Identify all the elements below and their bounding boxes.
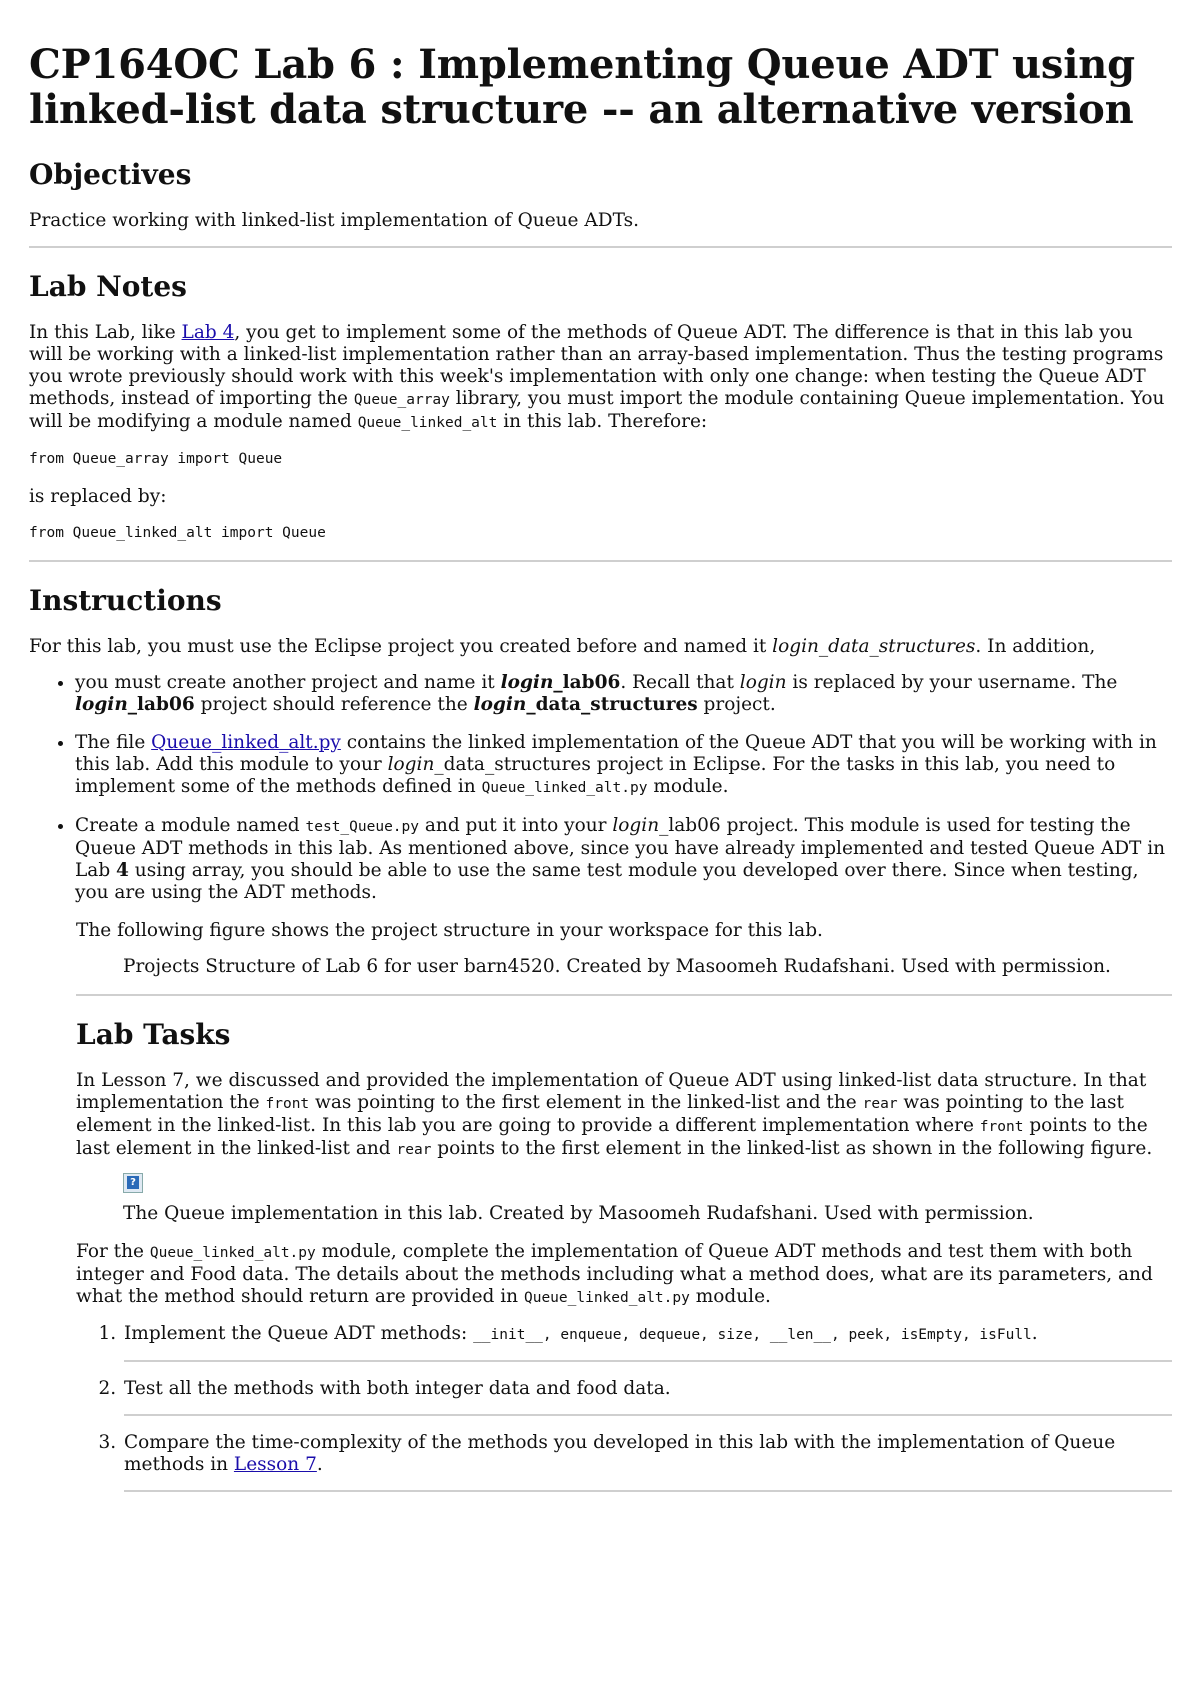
objectives-text: Practice working with linked-list implementation of Queue ADTs. [29,210,639,231]
task-item: 3. Compare the time-complexity of the methods you developed in this lab with the implementation of Queue methods in Lesson 7. [122,1432,1172,1492]
divider [76,994,1172,996]
list-item: • you must create another project and name it login_lab06. Recall that login is replaced by your username. The login_lab06 project should reference the login_data_structures project. [75,672,1172,716]
divider [124,1490,1172,1492]
inline-code: Queue_array [353,392,450,408]
divider [29,246,1172,248]
code-old-import: from Queue_array import Queue [29,451,283,467]
code-new-import: from Queue_linked_alt import Queue [29,525,326,541]
lab-tasks-section [76,1018,1172,1161]
instructions-heading: Instructions [29,584,222,617]
list-item: • The file Queue_linked_alt.py contains the linked implementation of the Queue ADT that you will be working with in this lab. Add this module to your login_data_structures project in Eclipse. For the tasks in this lab, you need to implement some of the methods defined in Queue_linked_alt.py module. [75,732,1172,799]
lab-tasks-details: For the Queue_linked_alt.py module, complete the implementation of Queue ADT methods and test them with both integer and Food data. The details about the methods including what a method does, what are its parameters, and what the method should return are provided in Queue_linked_alt.py module. [76,1241,1153,1307]
instructions-intro: For this lab, you must use the Eclipse project you created before and named it login_data_structures. In addition, [29,636,1096,657]
task-item: 2. Test all the methods with both integer data and food data. [122,1378,1172,1416]
figure-caption: Projects Structure of Lab 6 for user barn4520. Created by Masoomeh Rudafshani. Used with permission. [123,956,1111,977]
lesson7-link[interactable]: Lesson 7 [233,1454,317,1475]
list-item: • Create a module named test_Queue.py and put it into your login_lab06 project. This module is used for testing the Queue ADT methods in this lab. As mentioned above, since you have already implemented and tested Queue ADT in Lab 4 using array, you should be able to use the same test module you developed over there. Since when testing, you are using the ADT methods. [75,815,1172,904]
tasks-list [29,1323,1172,1492]
instructions-list [29,672,1172,904]
task-item: 1. Implement the Queue ADT methods: __init__, enqueue, dequeue, size, __len__, peek, isEmpty, isFull. [122,1323,1172,1362]
inline-code: Queue_linked_alt [357,415,498,431]
replaced-by-text: is replaced by: [29,486,167,507]
queue-linked-alt-link[interactable]: Queue_linked_alt.py [151,732,341,753]
figure-intro: The following figure shows the project structure in your workspace for this lab. [76,920,823,941]
lab4-link[interactable]: Lab 4 [181,322,235,343]
divider [124,1414,1172,1416]
objectives-heading: Objectives [29,158,192,191]
broken-image-icon: ? [123,1173,143,1193]
figure-placeholder [29,1173,1172,1199]
lab-tasks-heading: Lab Tasks [76,1018,231,1051]
page-title: CP164OC Lab 6 : Implementing Queue ADT using linked-list data structure -- an alternative version [29,41,1135,133]
divider [124,1360,1172,1362]
lab-notes-heading: Lab Notes [29,270,187,303]
lab-notes-paragraph: In this Lab, like Lab 4, you get to implement some of the methods of Queue ADT. The difference is that in this lab you will be working with a linked-list implementation rather than an array-based implementation. Thus the testing programs you wrote previously should work with this week's implementation with only one change: when testing the Queue ADT methods, instead of importing the Queue_array library, you must import the module containing Queue implementation. You will be modifying a module named Queue_linked_alt in this lab. Therefore: [29,322,1165,432]
figure-caption: The Queue implementation in this lab. Created by Masoomeh Rudafshani. Used with permission. [123,1203,1034,1224]
divider [29,560,1172,562]
lab-tasks-paragraph: In Lesson 7, we discussed and provided the implementation of Queue ADT using linked-list data structure. In that implementation the front was pointing to the first element in the linked-list and the rear was pointing to the last element in the linked-list. In this lab you are going to provide a different implementation where front points to the last element in the linked-list and rear points to the first element in the linked-list as shown in the following figure. [76,1070,1153,1159]
